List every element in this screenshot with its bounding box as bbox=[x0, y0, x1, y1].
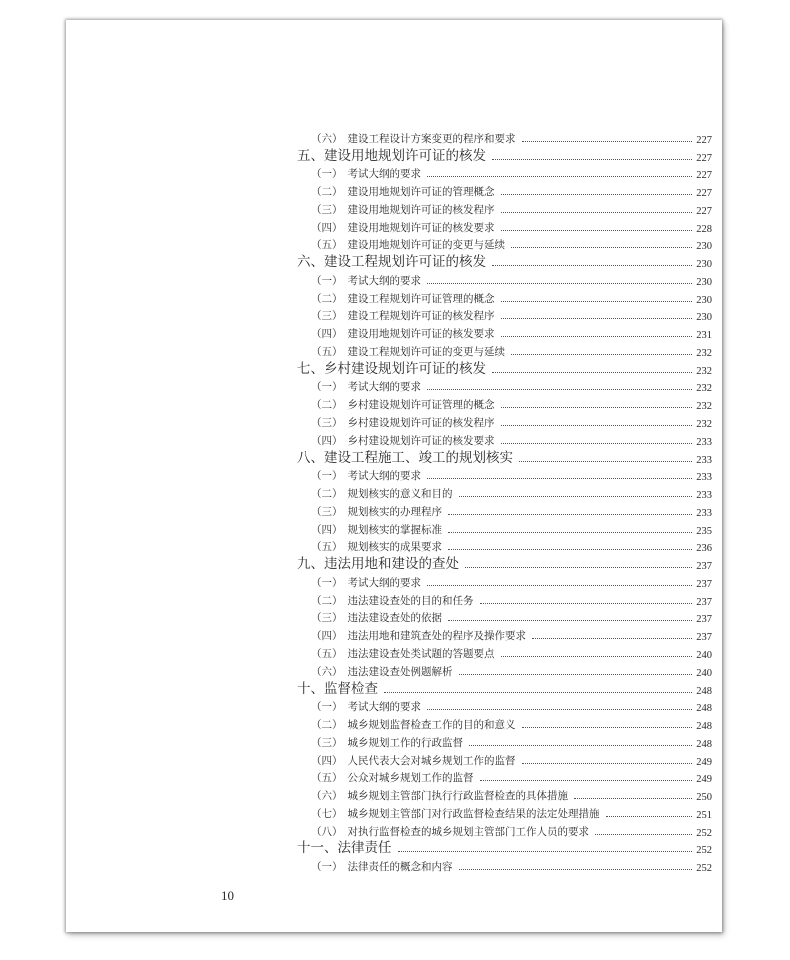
entry-page: 227 bbox=[696, 170, 712, 182]
entry-page: 252 bbox=[696, 845, 712, 857]
dot-leader bbox=[532, 638, 692, 639]
dot-leader bbox=[574, 798, 692, 799]
entry-title: 城乡规划主管部门执行行政监督检查的具体措施 bbox=[347, 790, 568, 803]
dot-leader bbox=[480, 780, 693, 781]
dot-leader bbox=[492, 159, 692, 160]
toc-section-entry[interactable] bbox=[297, 839, 712, 857]
entry-title: 七、乡村建设规划许可证的核发 bbox=[297, 360, 486, 377]
entry-label bbox=[311, 308, 495, 323]
entry-title: 考试大纲的要求 bbox=[347, 274, 421, 287]
entry-number: （四） bbox=[311, 630, 343, 643]
entry-number: （三） bbox=[311, 612, 343, 625]
entry-page: 235 bbox=[696, 525, 712, 537]
entry-label bbox=[297, 250, 486, 270]
entry-page: 236 bbox=[696, 543, 712, 555]
dot-leader bbox=[492, 265, 692, 266]
entry-number: （三） bbox=[311, 736, 343, 749]
entry-label bbox=[311, 788, 568, 803]
toc-subsection-entry[interactable] bbox=[297, 323, 712, 341]
entry-number: （一） bbox=[311, 470, 343, 483]
entry-page: 237 bbox=[696, 632, 712, 644]
entry-number: （一） bbox=[311, 576, 343, 589]
dot-leader bbox=[501, 230, 693, 231]
toc-section-entry[interactable] bbox=[297, 448, 712, 466]
dot-leader bbox=[511, 247, 692, 248]
entry-label bbox=[311, 504, 442, 519]
entry-page: 232 bbox=[696, 419, 712, 431]
entry-title: 乡村建设规划许可证管理的概念 bbox=[347, 399, 495, 412]
entry-page: 252 bbox=[696, 827, 712, 839]
entry-page: 233 bbox=[696, 436, 712, 448]
dot-leader bbox=[459, 674, 693, 675]
entry-title: 六、建设工程规划许可证的核发 bbox=[297, 254, 486, 271]
dot-leader bbox=[465, 567, 692, 568]
entry-page: 227 bbox=[696, 134, 712, 146]
entry-title: 规划核实的成果要求 bbox=[347, 541, 442, 554]
toc-subsection-entry[interactable] bbox=[297, 306, 712, 324]
entry-label bbox=[311, 806, 600, 821]
entry-label bbox=[297, 446, 513, 466]
entry-title: 考试大纲的要求 bbox=[347, 168, 421, 181]
entry-page: 240 bbox=[696, 649, 712, 661]
entry-title: 十一、法律责任 bbox=[297, 840, 392, 857]
entry-label bbox=[311, 291, 495, 306]
dot-leader bbox=[492, 372, 692, 373]
entry-title: 违法建设查处例题解析 bbox=[347, 665, 453, 678]
entry-page: 252 bbox=[696, 863, 712, 875]
dot-leader bbox=[448, 514, 692, 515]
entry-label bbox=[311, 717, 516, 732]
entry-label bbox=[311, 859, 453, 874]
entry-number: （一） bbox=[311, 274, 343, 287]
entry-label bbox=[297, 552, 459, 572]
entry-page: 231 bbox=[696, 330, 712, 342]
toc-subsection-entry[interactable] bbox=[297, 590, 712, 608]
entry-number: （六） bbox=[311, 790, 343, 803]
entry-title: 城乡规划工作的行政监督 bbox=[347, 736, 463, 749]
entry-title: 九、违法用地和建设的查处 bbox=[297, 556, 459, 573]
toc-subsection-entry[interactable] bbox=[297, 377, 712, 395]
entry-page: 248 bbox=[696, 738, 712, 750]
entry-page: 237 bbox=[696, 578, 712, 590]
entry-title: 建设工程规划许可证的变更与延续 bbox=[347, 345, 505, 358]
entry-page: 230 bbox=[696, 276, 712, 288]
toc-subsection-entry[interactable] bbox=[297, 625, 712, 643]
dot-leader bbox=[511, 354, 692, 355]
dot-leader bbox=[501, 318, 693, 319]
dot-leader bbox=[448, 620, 692, 621]
entry-page: 230 bbox=[696, 259, 712, 271]
dot-leader bbox=[480, 603, 693, 604]
entry-page: 228 bbox=[696, 223, 712, 235]
entry-page: 237 bbox=[696, 596, 712, 608]
entry-number: （八） bbox=[311, 825, 343, 838]
entry-page: 232 bbox=[696, 365, 712, 377]
entry-title: 考试大纲的要求 bbox=[347, 701, 421, 714]
entry-title: 建设工程规划许可证的核发程序 bbox=[347, 310, 495, 323]
entry-page: 230 bbox=[696, 241, 712, 253]
entry-number: （四） bbox=[311, 523, 343, 536]
entry-label bbox=[311, 184, 495, 199]
entry-title: 违法建设查处的目的和任务 bbox=[347, 594, 474, 607]
entry-number: （二） bbox=[311, 186, 343, 199]
dot-leader bbox=[448, 549, 692, 550]
entry-number: （二） bbox=[311, 292, 343, 305]
dot-leader bbox=[501, 443, 693, 444]
entry-number: （六） bbox=[311, 132, 343, 145]
toc-subsection-entry[interactable] bbox=[297, 412, 712, 430]
toc-subsection-entry[interactable] bbox=[297, 714, 712, 732]
entry-number: （二） bbox=[311, 594, 343, 607]
entry-page: 248 bbox=[696, 703, 712, 715]
toc-subsection-entry[interactable] bbox=[297, 803, 712, 821]
entry-number: （五） bbox=[311, 239, 343, 252]
toc-subsection-entry[interactable] bbox=[297, 501, 712, 519]
entry-page: 248 bbox=[696, 685, 712, 697]
entry-page: 248 bbox=[696, 721, 712, 733]
toc-subsection-entry[interactable] bbox=[297, 750, 712, 768]
entry-label bbox=[311, 628, 526, 643]
dot-leader bbox=[459, 869, 693, 870]
toc-subsection-entry[interactable] bbox=[297, 643, 712, 661]
dot-leader bbox=[606, 816, 693, 817]
entry-number: （七） bbox=[311, 807, 343, 820]
dot-leader bbox=[427, 389, 692, 390]
entry-label bbox=[311, 593, 474, 608]
entry-number: （六） bbox=[311, 665, 343, 678]
toc-subsection-entry[interactable] bbox=[297, 768, 712, 786]
entry-page: 233 bbox=[696, 490, 712, 502]
entry-label bbox=[311, 646, 495, 661]
book-page bbox=[66, 20, 722, 932]
entry-label bbox=[311, 753, 516, 768]
entry-number: （四） bbox=[311, 754, 343, 767]
dot-leader bbox=[469, 745, 692, 746]
entry-label bbox=[297, 836, 392, 856]
entry-page: 227 bbox=[696, 188, 712, 200]
toc-subsection-entry[interactable] bbox=[297, 519, 712, 537]
entry-title: 规划核实的办理程序 bbox=[347, 505, 442, 518]
entry-number: （三） bbox=[311, 203, 343, 216]
toc-section-entry[interactable] bbox=[297, 252, 712, 270]
entry-number: （五） bbox=[311, 345, 343, 358]
dot-leader bbox=[459, 496, 693, 497]
entry-title: 考试大纲的要求 bbox=[347, 576, 421, 589]
toc-section-entry[interactable] bbox=[297, 146, 712, 164]
entry-page: 232 bbox=[696, 383, 712, 395]
entry-page: 249 bbox=[696, 756, 712, 768]
toc-section-entry[interactable] bbox=[297, 359, 712, 377]
entry-number: （五） bbox=[311, 647, 343, 660]
entry-label bbox=[311, 220, 495, 235]
entry-number: （一） bbox=[311, 861, 343, 874]
dot-leader bbox=[427, 709, 692, 710]
entry-label bbox=[311, 415, 495, 430]
entry-title: 违法建设查处类试题的答题要点 bbox=[347, 647, 495, 660]
entry-title: 乡村建设规划许可证的核发程序 bbox=[347, 417, 495, 430]
toc-subsection-entry[interactable] bbox=[297, 217, 712, 235]
entry-label bbox=[297, 144, 486, 164]
entry-title: 违法用地和建筑查处的程序及操作要求 bbox=[347, 630, 526, 643]
dot-leader bbox=[448, 532, 692, 533]
dot-leader bbox=[522, 727, 693, 728]
entry-number: （二） bbox=[311, 399, 343, 412]
entry-title: 建设用地规划许可证的变更与延续 bbox=[347, 239, 505, 252]
entry-page: 250 bbox=[696, 792, 712, 804]
entry-number: （三） bbox=[311, 310, 343, 323]
entry-number: （一） bbox=[311, 381, 343, 394]
entry-number: （二） bbox=[311, 488, 343, 501]
toc-subsection-entry[interactable] bbox=[297, 572, 712, 590]
entry-label bbox=[311, 273, 421, 288]
entry-title: 十、监督检查 bbox=[297, 680, 378, 697]
toc-section-entry[interactable] bbox=[297, 679, 712, 697]
toc-section-entry[interactable] bbox=[297, 554, 712, 572]
dot-leader bbox=[501, 656, 693, 657]
entry-title: 对执行监督检查的城乡规划主管部门工作人员的要求 bbox=[347, 825, 589, 838]
toc-subsection-entry[interactable] bbox=[297, 785, 712, 803]
entry-title: 五、建设用地规划许可证的核发 bbox=[297, 147, 486, 164]
entry-page: 230 bbox=[696, 312, 712, 324]
entry-title: 规划核实的意义和目的 bbox=[347, 488, 453, 501]
dot-leader bbox=[398, 851, 693, 852]
entry-page: 233 bbox=[696, 507, 712, 519]
table-of-contents bbox=[297, 128, 712, 874]
dot-leader bbox=[427, 585, 692, 586]
entry-title: 违法建设查处的依据 bbox=[347, 612, 442, 625]
page-number: 10 bbox=[221, 888, 234, 903]
dot-leader bbox=[501, 425, 693, 426]
entry-label bbox=[297, 357, 486, 377]
dot-leader bbox=[384, 692, 692, 693]
entry-page: 240 bbox=[696, 667, 712, 679]
entry-title: 城乡规划监督检查工作的目的和意义 bbox=[347, 719, 516, 732]
entry-title: 建设用地规划许可证的核发要求 bbox=[347, 328, 495, 341]
toc-subsection-entry[interactable] bbox=[297, 181, 712, 199]
toc-subsection-entry[interactable] bbox=[297, 732, 712, 750]
entry-label bbox=[311, 202, 495, 217]
toc-subsection-entry[interactable] bbox=[297, 483, 712, 501]
entry-number: （五） bbox=[311, 772, 343, 785]
entry-page: 251 bbox=[696, 809, 712, 821]
entry-label bbox=[311, 575, 421, 590]
entry-title: 建设工程设计方案变更的程序和要求 bbox=[347, 132, 516, 145]
entry-label bbox=[311, 166, 421, 181]
entry-page: 227 bbox=[696, 152, 712, 164]
entry-number: （五） bbox=[311, 541, 343, 554]
entry-label bbox=[311, 770, 474, 785]
entry-page: 237 bbox=[696, 614, 712, 626]
dot-leader bbox=[427, 478, 692, 479]
toc-subsection-entry[interactable] bbox=[297, 199, 712, 217]
dot-leader bbox=[427, 176, 692, 177]
entry-number: （一） bbox=[311, 701, 343, 714]
entry-number: （三） bbox=[311, 417, 343, 430]
toc-subsection-entry[interactable] bbox=[297, 856, 712, 874]
entry-title: 乡村建设规划许可证的核发要求 bbox=[347, 434, 495, 447]
entry-title: 公众对城乡规划工作的监督 bbox=[347, 772, 474, 785]
entry-title: 法律责任的概念和内容 bbox=[347, 861, 453, 874]
entry-page: 237 bbox=[696, 561, 712, 573]
entry-label bbox=[297, 677, 378, 697]
entry-page: 227 bbox=[696, 205, 712, 217]
entry-page: 233 bbox=[696, 472, 712, 484]
toc-subsection-entry[interactable] bbox=[297, 697, 712, 715]
dot-leader bbox=[501, 212, 693, 213]
entry-number: （四） bbox=[311, 328, 343, 341]
entry-title: 八、建设工程施工、竣工的规划核实 bbox=[297, 449, 513, 466]
entry-page: 232 bbox=[696, 401, 712, 413]
entry-label bbox=[311, 610, 442, 625]
dot-leader bbox=[501, 336, 693, 337]
toc-subsection-entry[interactable] bbox=[297, 288, 712, 306]
toc-subsection-entry[interactable] bbox=[297, 394, 712, 412]
entry-label bbox=[311, 486, 453, 501]
entry-label bbox=[311, 326, 495, 341]
entry-title: 人民代表大会对城乡规划工作的监督 bbox=[347, 754, 516, 767]
toc-subsection-entry[interactable] bbox=[297, 164, 712, 182]
entry-title: 建设用地规划许可证的管理概念 bbox=[347, 186, 495, 199]
dot-leader bbox=[501, 301, 693, 302]
dot-leader bbox=[522, 763, 693, 764]
dot-leader bbox=[519, 461, 692, 462]
dot-leader bbox=[501, 407, 693, 408]
entry-page: 232 bbox=[696, 347, 712, 359]
entry-title: 建设用地规划许可证的核发程序 bbox=[347, 203, 495, 216]
entry-number: （四） bbox=[311, 221, 343, 234]
entry-number: （二） bbox=[311, 719, 343, 732]
toc-subsection-entry[interactable] bbox=[297, 270, 712, 288]
dot-leader bbox=[427, 283, 692, 284]
entry-label bbox=[311, 468, 421, 483]
entry-number: （三） bbox=[311, 505, 343, 518]
entry-title: 考试大纲的要求 bbox=[347, 381, 421, 394]
entry-title: 城乡规划主管部门对行政监督检查结果的法定处理措施 bbox=[347, 807, 600, 820]
entry-label bbox=[311, 397, 495, 412]
dot-leader bbox=[595, 834, 692, 835]
dot-leader bbox=[501, 194, 693, 195]
entry-page: 233 bbox=[696, 454, 712, 466]
entry-page: 230 bbox=[696, 294, 712, 306]
entry-label bbox=[311, 699, 421, 714]
dot-leader bbox=[522, 141, 693, 142]
entry-title: 考试大纲的要求 bbox=[347, 470, 421, 483]
entry-title: 规划核实的掌握标准 bbox=[347, 523, 442, 536]
toc-subsection-entry[interactable] bbox=[297, 466, 712, 484]
entry-title: 建设工程规划许可证管理的概念 bbox=[347, 292, 495, 305]
entry-title: 建设用地规划许可证的核发要求 bbox=[347, 221, 495, 234]
entry-label bbox=[311, 735, 463, 750]
entry-page: 249 bbox=[696, 774, 712, 786]
entry-label bbox=[311, 379, 421, 394]
toc-subsection-entry[interactable] bbox=[297, 608, 712, 626]
entry-label bbox=[311, 522, 442, 537]
entry-number: （四） bbox=[311, 434, 343, 447]
entry-number: （一） bbox=[311, 168, 343, 181]
